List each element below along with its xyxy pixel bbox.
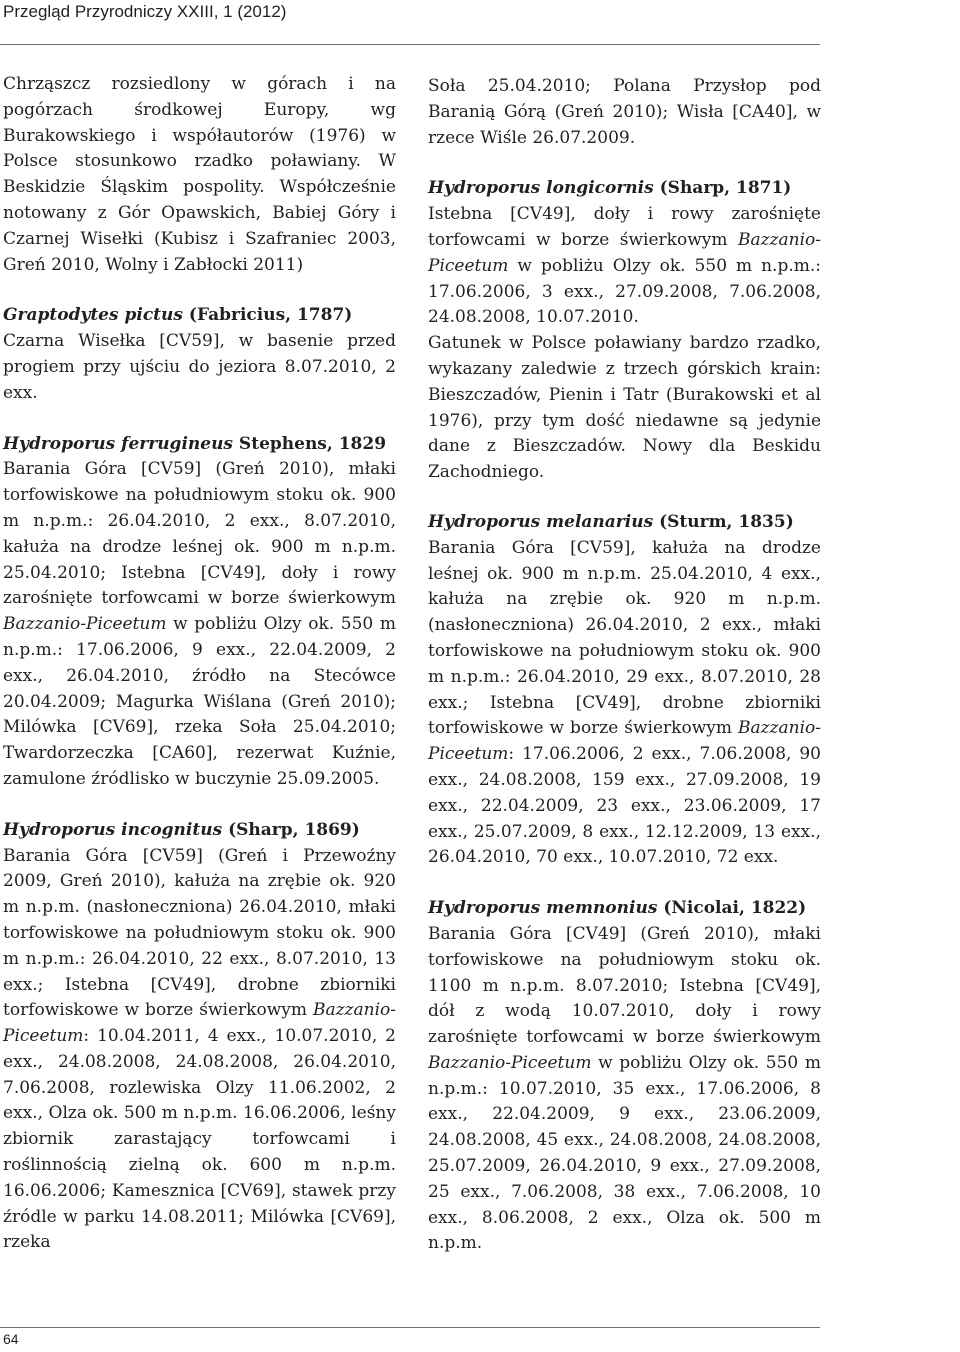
species-heading <box>3 303 396 329</box>
species-author: (Nicolai, 1822) <box>657 898 807 919</box>
species-author: (Sharp, 1869) <box>222 819 360 840</box>
species-author: (Fabricius, 1787) <box>182 305 353 326</box>
species-records: Istebna [CV49], doły i rowy zarośnięte torfowcami w borze świerkowym Bazzanio-Piceetum w pobliżu Olzy ok. 550 m n.p.m.: 17.06.2006, 3 exx., 27.09.2008, 7.06.2008, 24.08.2008, 10.07.2010. <box>428 204 821 328</box>
right-column <box>428 74 821 1282</box>
habitat-term: Bazzanio-Piceetum <box>428 229 821 276</box>
species-entry <box>428 176 821 486</box>
intro-paragraph: Chrząszcz rozsiedlony w górach i na pogórzach środkowej Europy, wg Burakowskiego i współautorów (1976) w Polsce stosunkowo rzadko poławiany. W Beskidzie Śląskim pospolity. Współcześnie notowany z Gór Opawskich, Babiej Góry i Czarnej Wisełki (Kubisz i Szafraniec 2003, Greń 2010, Wolny i Zabłocki 2011) <box>3 74 396 275</box>
footer-rule <box>0 1327 820 1328</box>
species-name: Hydroporus longicornis <box>428 178 654 199</box>
species-heading <box>3 432 396 458</box>
habitat-term: Bazzanio-Piceetum <box>3 1000 396 1047</box>
species-entry <box>428 896 821 1257</box>
species-heading <box>428 510 821 536</box>
species-author: (Sharp, 1871) <box>653 178 792 199</box>
species-records: Barania Góra [CV59] (Greń i Przewoźny 2009, Greń 2010), kałuża na zrębie ok. 920 m n.p.m. (nasłoneczniona) 26.04.2010, młaki torfowiskowe na południowym stoku ok. 900 m n.p.m.: 26.04.2010, 22 exx., 8.07.2010, 13 exx.; Istebna [CV49], drobne zbiorniki torfowiskowe w borze świerkowym Bazzanio-Piceetum: 10.04.2011, 4 exx., 10.07.2010, 2 exx., 24.08.2008, 24.08.2008, 26.04.2010, 7.06.2008, rozlewiska Olzy 11.06.2002, 2 exx., Olza ok. 500 m n.p.m. 16.06.2006, leśny zbiornik zarastający torfowcami i roślinnością zielną ok. 600 m n.p.m. 16.06.2006; Kamesznica [CV69], stawek przy źródle w parku 14.08.2011; Milówka [CV69], rzeka <box>3 845 396 1253</box>
habitat-term: Bazzanio-Piceetum <box>428 718 821 765</box>
species-heading <box>428 176 821 202</box>
left-column <box>3 72 396 1281</box>
species-entry <box>428 510 821 871</box>
species-records: Czarna Wisełka [CV59], w basenie przed progiem przy ujściu do jeziora 8.07.2010, 2 exx. <box>3 331 396 403</box>
continuation-paragraph: Soła 25.04.2010; Polana Przysłop pod Baranią Górą (Greń 2010); Wisła [CA40], w rzece Wiśle 26.07.2009. <box>428 76 821 148</box>
species-name: Hydroporus memnonius <box>428 898 658 919</box>
species-entry <box>3 432 396 793</box>
species-author: (Sturm, 1835) <box>653 511 794 532</box>
species-name: Hydroporus ferrugineus <box>3 433 234 454</box>
species-records: Barania Góra [CV59], kałuża na drodze leśnej ok. 900 m n.p.m. 25.04.2010, 4 exx., kałuża na zrębie ok. 920 m n.p.m. (nasłoneczniona) 26.04.2010, 2 exx., młaki torfowiskowe na południowym stoku ok. 900 m n.p.m.: 26.04.2010, 29 exx., 8.07.2010, 28 exx.; Istebna [CV49], drobne zbiorniki torfowiskowe w borze świerkowym Bazzanio-Piceetum: 17.06.2006, 2 exx., 7.06.2008, 90 exx., 24.08.2008, 159 exx., 27.09.2008, 19 exx., 22.04.2009, 23 exx., 23.06.2009, 17 exx., 25.07.2009, 8 exx., 12.12.2009, 13 exx., 26.04.2010, 70 exx., 10.07.2010, 72 exx. <box>428 537 821 868</box>
habitat-term: Bazzanio-Piceetum <box>428 1052 592 1073</box>
species-name: Hydroporus melanarius <box>428 511 654 532</box>
species-note: Gatunek w Polsce poławiany bardzo rzadko, wykazany zaledwie z trzech górskich krain: Bieszczadów, Pienin i Tatr (Burakowski et al 1976), przy tym dość niedawne są jedynie dane z Bieszczadów. Nowy dla Beskidu Zachodniego. <box>428 333 821 483</box>
species-name: Graptodytes pictus <box>3 305 183 326</box>
species-heading <box>428 896 821 922</box>
running-head: Przegląd Przyrodniczy XXIII, 1 (2012) <box>3 2 287 21</box>
species-entry <box>3 303 396 406</box>
species-entry <box>3 818 396 1257</box>
page-number: 64 <box>3 1331 19 1347</box>
habitat-term: Bazzanio-Piceetum <box>3 614 167 635</box>
species-heading <box>3 818 396 844</box>
species-name: Hydroporus incognitus <box>3 819 223 840</box>
header-rule <box>0 44 820 45</box>
species-records: Barania Góra [CV49] (Greń 2010), młaki torfowiskowe na południowym stoku ok. 1100 m n.p.m. 8.07.2010; Istebna [CV49], dół z wodą 10.07.2010, doły i rowy zarośnięte torfowcami w borze świerkowym Bazzanio-Piceetum w pobliżu Olzy ok. 550 m n.p.m.: 10.07.2010, 35 exx., 17.06.2006, 8 exx., 22.04.2009, 9 exx., 23.06.2009, 24.08.2008, 45 exx., 24.08.2008, 24.08.2008, 25.07.2009, 26.04.2010, 9 exx., 27.09.2008, 25 exx., 7.06.2008, 38 exx., 7.06.2008, 10 exx., 8.06.2008, 2 exx., Olza ok. 500 m n.p.m. <box>428 923 821 1254</box>
species-records: Barania Góra [CV59] (Greń 2010), młaki torfowiskowe na południowym stoku ok. 900 m n.p.m.: 26.04.2010, 2 exx., 8.07.2010, kałuża na drodze leśnej ok. 900 m n.p.m. 25.04.2010; Istebna [CV49], doły i rowy zarośnięte torfowcami w borze świerkowym Bazzanio-Piceetum w pobliżu Olzy ok. 550 m n.p.m.: 17.06.2006, 9 exx., 22.04.2009, 2 exx., 26.04.2010, źródło na Stecówce 20.04.2009; Magurka Wiślana (Greń 2010); Milówka [CV69], rzeka Soła 25.04.2010; Twardorzeczka [CA60], rezerwat Kuźnie, zamulone źródlisko w buczynie 25.09.2005. <box>3 459 396 789</box>
species-author: Stephens, 1829 <box>233 433 387 454</box>
